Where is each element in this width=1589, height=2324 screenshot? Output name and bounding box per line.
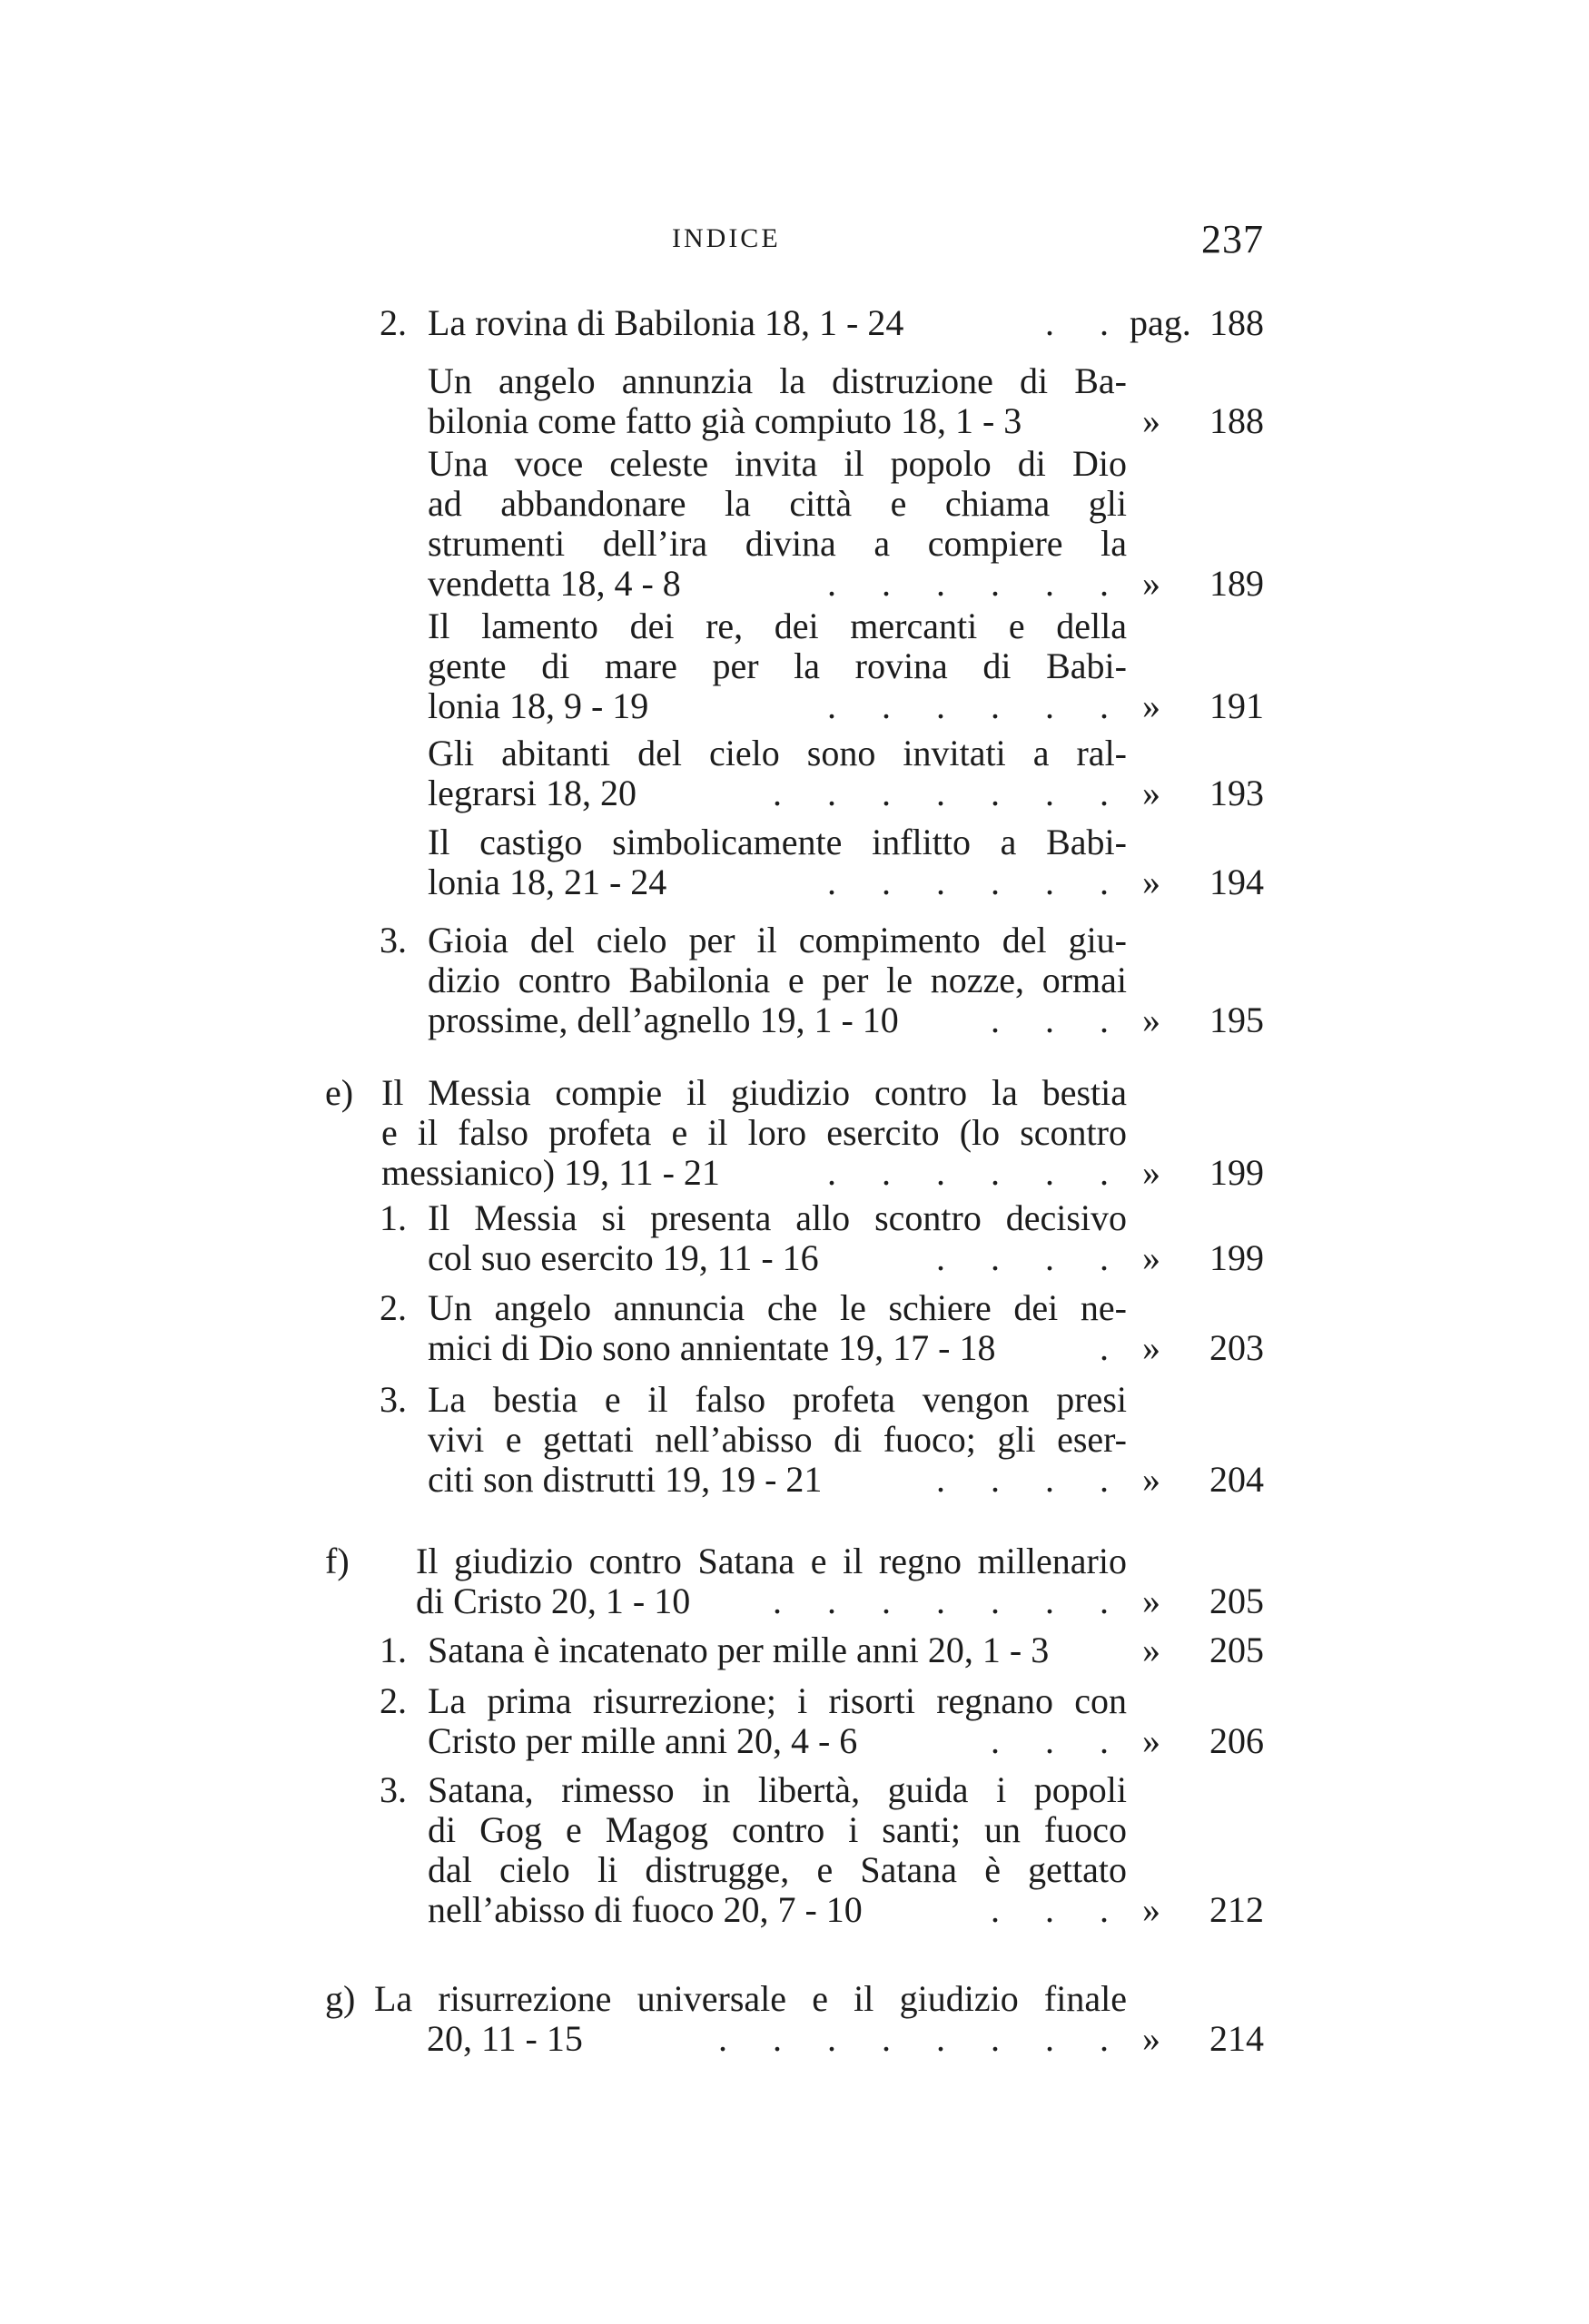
entry-text: messianico) 19, 11 - 21 bbox=[381, 1152, 720, 1193]
entry-text: Il lamento dei re, dei mercanti e della bbox=[428, 606, 1127, 646]
entry-text: Il castigo simbolicamente inflitto a Babi- bbox=[428, 822, 1127, 862]
entry-text: e il falso profeta e il loro esercito (lo scontro bbox=[381, 1112, 1127, 1153]
leader-dots: . . . bbox=[991, 1889, 1127, 1930]
page-number-ref: 214 bbox=[1209, 2018, 1264, 2059]
ditto-mark: » bbox=[1142, 400, 1160, 441]
entry-text-line bbox=[428, 1000, 1127, 1040]
entry-text-line bbox=[428, 524, 1127, 564]
page-number-ref: 212 bbox=[1209, 1889, 1264, 1930]
page-reference bbox=[1142, 862, 1264, 902]
entry-text: lonia 18, 9 - 19 bbox=[428, 685, 649, 726]
leader-dots: . . . . bbox=[936, 1237, 1127, 1278]
toc-entry bbox=[0, 1380, 1589, 1500]
entry-text: Satana è incatenato per mille anni 20, 1 - 3 bbox=[428, 1630, 1050, 1670]
entry-text-line bbox=[381, 1073, 1127, 1113]
entry-text-line bbox=[428, 1288, 1127, 1328]
toc-entry bbox=[0, 606, 1589, 726]
leader-dots: . . . . . . bbox=[827, 1152, 1127, 1193]
entry-text-line bbox=[428, 646, 1127, 686]
leader-dots: . . . bbox=[991, 1720, 1127, 1761]
ditto-mark: » bbox=[1142, 773, 1160, 813]
entry-text: Una voce celeste invita il popolo di Dio bbox=[428, 443, 1127, 484]
entry-text: Un angelo annunzia la distruzione di Ba- bbox=[428, 360, 1127, 401]
entry-text-line bbox=[428, 401, 1127, 441]
entry-text-line bbox=[428, 1890, 1127, 1930]
ditto-mark: » bbox=[1142, 685, 1160, 726]
entry-text-line bbox=[428, 921, 1127, 960]
entry-text-line bbox=[428, 606, 1127, 646]
entry-text-line bbox=[374, 1979, 1127, 2019]
page-number: 237 bbox=[1201, 217, 1264, 261]
page-number-ref: 205 bbox=[1209, 1581, 1264, 1621]
ditto-mark: » bbox=[1142, 1237, 1160, 1278]
ditto-mark: » bbox=[1142, 563, 1160, 604]
page-number-ref: 195 bbox=[1209, 1000, 1264, 1040]
page-reference bbox=[1142, 1000, 1264, 1040]
entry-text-line bbox=[428, 1328, 1127, 1368]
toc-entry bbox=[0, 921, 1589, 1040]
running-head: INDICE bbox=[672, 223, 781, 253]
ditto-mark: » bbox=[1142, 1152, 1160, 1193]
entry-label: f) bbox=[325, 1541, 350, 1581]
entry-text: di Gog e Magog contro i santi; un fuoco bbox=[428, 1809, 1127, 1850]
ditto-mark: » bbox=[1142, 2018, 1160, 2059]
entry-label: 3. bbox=[380, 1769, 407, 1810]
page-reference bbox=[1142, 564, 1264, 604]
entry-text: ad abbandonare la città e chiama gli bbox=[428, 483, 1127, 524]
entry-text-line bbox=[428, 1380, 1127, 1420]
entry-text: bilonia come fatto già compiuto 18, 1 - 3 bbox=[428, 400, 1022, 441]
page-number-ref: 199 bbox=[1209, 1237, 1264, 1278]
entry-text-line bbox=[374, 2019, 1127, 2059]
entry-text: La prima risurrezione; i risorti regnano con bbox=[428, 1680, 1127, 1721]
page-number-ref: 206 bbox=[1209, 1720, 1264, 1761]
entry-text: Gioia del cielo per il compimento del giu- bbox=[428, 920, 1127, 960]
entry-text-line bbox=[428, 361, 1127, 401]
entry-label: 2. bbox=[380, 1680, 407, 1721]
entry-label: 2. bbox=[380, 1287, 407, 1328]
entry-text-line bbox=[428, 1630, 1127, 1670]
entry-text: Il giudizio contro Satana e il regno millenario bbox=[416, 1541, 1127, 1581]
page-reference bbox=[1142, 1630, 1264, 1670]
ditto-mark: » bbox=[1142, 1889, 1160, 1930]
leader-dots: . . . bbox=[991, 1000, 1127, 1040]
page-reference bbox=[1130, 302, 1264, 343]
entry-label: g) bbox=[325, 1978, 356, 2019]
entry-text: mici di Dio sono annientate 19, 17 - 18 bbox=[428, 1327, 996, 1368]
toc-entry bbox=[0, 303, 1589, 343]
entry-text-line bbox=[428, 773, 1127, 813]
entry-text-line bbox=[428, 444, 1127, 484]
ditto-mark: » bbox=[1142, 1630, 1160, 1670]
entry-text-line bbox=[428, 1770, 1127, 1810]
page-number-ref: 205 bbox=[1209, 1630, 1264, 1670]
entry-text-line bbox=[428, 734, 1127, 773]
ditto-mark: » bbox=[1142, 1720, 1160, 1761]
entry-text: 20, 11 - 15 bbox=[427, 2018, 583, 2059]
toc-entry bbox=[0, 1288, 1589, 1368]
entry-text: lonia 18, 21 - 24 bbox=[428, 862, 667, 902]
entry-text: Gli abitanti del cielo sono invitati a ral- bbox=[428, 733, 1127, 773]
leader-dots: . . . . bbox=[936, 1459, 1127, 1500]
page-number-ref: 188 bbox=[1209, 400, 1264, 441]
entry-label: 1. bbox=[380, 1630, 407, 1670]
page-reference bbox=[1142, 1153, 1264, 1193]
ditto-mark: » bbox=[1142, 1000, 1160, 1040]
entry-text: dizio contro Babilonia e per le nozze, ormai bbox=[428, 960, 1127, 1000]
entry-text-line bbox=[428, 1681, 1127, 1721]
page-reference bbox=[1142, 773, 1264, 813]
entry-label: 3. bbox=[380, 1379, 407, 1420]
toc-entry bbox=[0, 1073, 1589, 1193]
entry-text: col suo esercito 19, 11 - 16 bbox=[428, 1237, 819, 1278]
entry-text: vivi e gettati nell’abisso di fuoco; gli eser- bbox=[428, 1419, 1127, 1460]
leader-dots: . bbox=[1100, 1327, 1127, 1368]
page-reference bbox=[1142, 2019, 1264, 2059]
leader-dots: . . . . . . . bbox=[773, 1581, 1127, 1621]
entry-label: e) bbox=[325, 1072, 354, 1113]
page-reference bbox=[1142, 1581, 1264, 1621]
entry-text-line bbox=[428, 1460, 1127, 1500]
ditto-mark: » bbox=[1142, 1327, 1160, 1368]
entry-text-line bbox=[428, 822, 1127, 862]
toc-entry bbox=[0, 1979, 1589, 2059]
leader-dots: . . . . . . bbox=[827, 563, 1127, 604]
entry-text-line bbox=[428, 1810, 1127, 1850]
entry-text: dal cielo li distrugge, e Satana è gettato bbox=[428, 1849, 1127, 1890]
page-reference bbox=[1142, 1238, 1264, 1278]
toc-entry bbox=[0, 361, 1589, 441]
entry-label: 1. bbox=[380, 1197, 407, 1238]
toc-entry bbox=[0, 822, 1589, 902]
entry-text: citi son distrutti 19, 19 - 21 bbox=[428, 1459, 823, 1500]
page-reference bbox=[1142, 1460, 1264, 1500]
entry-text: La rovina di Babilonia 18, 1 - 24 bbox=[428, 302, 904, 343]
page-number-ref: 191 bbox=[1209, 685, 1264, 726]
entry-text-line bbox=[428, 1721, 1127, 1761]
entry-label: 2. bbox=[380, 302, 407, 343]
entry-text: vendetta 18, 4 - 8 bbox=[428, 563, 681, 604]
leader-dots: . . . . . . . bbox=[773, 773, 1127, 813]
entry-text: legrarsi 18, 20 bbox=[428, 773, 637, 813]
page-number-ref: 193 bbox=[1209, 773, 1264, 813]
page-number-ref: 189 bbox=[1209, 563, 1264, 604]
entry-text-line bbox=[416, 1581, 1127, 1621]
toc-entry bbox=[0, 1198, 1589, 1278]
leader-dots: . . . . . . bbox=[827, 685, 1127, 726]
entry-text-line bbox=[428, 303, 1127, 343]
ditto-mark: » bbox=[1142, 1459, 1160, 1500]
entry-text-line bbox=[428, 1850, 1127, 1890]
page-abbreviation: pag. bbox=[1130, 302, 1191, 343]
entry-text: nell’abisso di fuoco 20, 7 - 10 bbox=[428, 1889, 863, 1930]
leader-dots: . . . . . . . . bbox=[718, 2018, 1127, 2059]
entry-text-line bbox=[428, 484, 1127, 524]
entry-text: Cristo per mille anni 20, 4 - 6 bbox=[428, 1720, 858, 1761]
page-number-ref: 188 bbox=[1209, 302, 1264, 343]
toc-entry bbox=[0, 1630, 1589, 1670]
page-reference bbox=[1142, 1328, 1264, 1368]
entry-text: strumenti dell’ira divina a compiere la bbox=[428, 523, 1127, 564]
leader-dots: . . . . . . bbox=[827, 862, 1127, 902]
entry-text: Il Messia compie il giudizio contro la bestia bbox=[381, 1072, 1127, 1113]
entry-text-line bbox=[428, 1198, 1127, 1238]
toc-entry bbox=[0, 444, 1589, 604]
entry-text: gente di mare per la rovina di Babi- bbox=[428, 645, 1127, 686]
page-number-ref: 194 bbox=[1209, 862, 1264, 902]
page-reference bbox=[1142, 1721, 1264, 1761]
entry-text-line bbox=[428, 960, 1127, 1000]
leader-dots: . . bbox=[1045, 302, 1127, 343]
entry-text: di Cristo 20, 1 - 10 bbox=[416, 1581, 691, 1621]
page-reference bbox=[1142, 686, 1264, 726]
toc-entry bbox=[0, 1770, 1589, 1930]
page-reference bbox=[1142, 401, 1264, 441]
ditto-mark: » bbox=[1142, 862, 1160, 902]
toc-entry bbox=[0, 1681, 1589, 1761]
entry-label: 3. bbox=[380, 920, 407, 960]
entry-text: La bestia e il falso profeta vengon presi bbox=[428, 1379, 1127, 1420]
entry-text-line bbox=[428, 686, 1127, 726]
entry-text-line bbox=[428, 862, 1127, 902]
entry-text: Un angelo annuncia che le schiere dei ne- bbox=[428, 1287, 1127, 1328]
entry-text-line bbox=[381, 1153, 1127, 1193]
page-number-ref: 204 bbox=[1209, 1459, 1264, 1500]
toc-entry bbox=[0, 734, 1589, 813]
page-number-ref: 203 bbox=[1209, 1327, 1264, 1368]
entry-text-line bbox=[428, 564, 1127, 604]
entry-text-line bbox=[381, 1113, 1127, 1153]
page-number-ref: 199 bbox=[1209, 1152, 1264, 1193]
entry-text: La risurrezione universale e il giudizio finale bbox=[374, 1978, 1127, 2019]
entry-text-line bbox=[428, 1420, 1127, 1460]
toc-entry bbox=[0, 1541, 1589, 1621]
entry-text-line bbox=[416, 1541, 1127, 1581]
entry-text: prossime, dell’agnello 19, 1 - 10 bbox=[428, 1000, 899, 1040]
entry-text: Satana, rimesso in libertà, guida i popoli bbox=[428, 1769, 1127, 1810]
page-reference bbox=[1142, 1890, 1264, 1930]
ditto-mark: » bbox=[1142, 1581, 1160, 1621]
entry-text-line bbox=[428, 1238, 1127, 1278]
entry-text: Il Messia si presenta allo scontro decisivo bbox=[428, 1197, 1127, 1238]
